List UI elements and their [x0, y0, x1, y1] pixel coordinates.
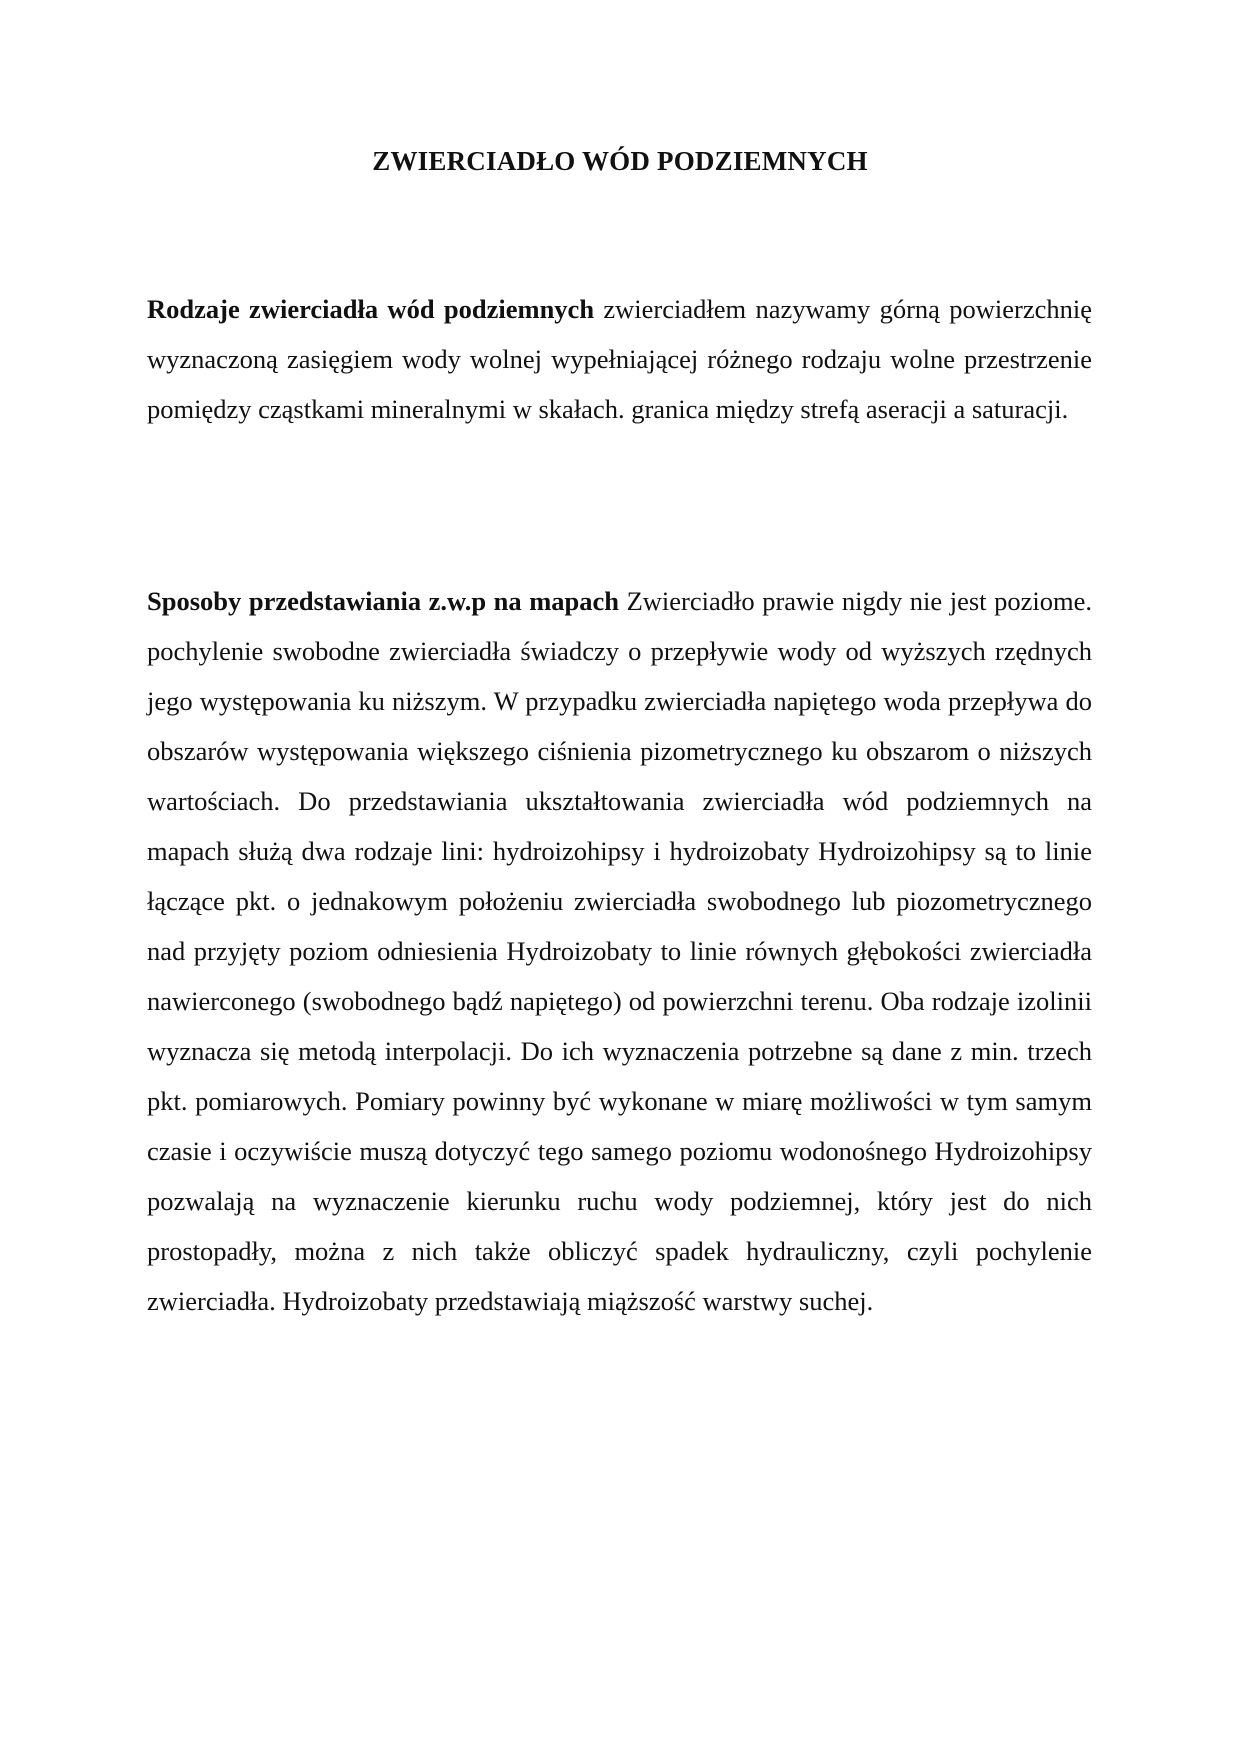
- section-map-representation: [147, 576, 1092, 1326]
- section-heading: Rodzaje zwierciadła wód podziemnych: [147, 294, 595, 324]
- page-title: ZWIERCIADŁO WÓD PODZIEMNYCH: [372, 146, 868, 176]
- section-body: Zwierciadło prawie nigdy nie jest poziome. pochylenie swobodne zwierciadła świadczy o przepływie wody od wyższych rzędnych jego występowania ku niższym. W przypadku zwierciadła napiętego woda przepływa do obszarów występowania większego ciśnienia pizometrycznego ku obszarom o niższych wartościach. Do przedstawiania ukształtowania zwierciadła wód podziemnych na mapach służą dwa rodzaje lini: hydroizohipsy i hydroizobaty Hydroizohipsy są to linie łączące pkt. o jednakowym położeniu zwierciadła swobodnego lub piozometrycznego nad przyjęty poziom odniesienia Hydroizobaty to linie równych głębokości zwierciadła nawierconego (swobodnego bądź napiętego) od powierzchni terenu. Oba rodzaje izolinii wyznacza się metodą interpolacji. Do ich wyznaczenia potrzebne są dane z min. trzech pkt. pomiarowych. Pomiary powinny być wykonane w miarę możliwości w tym samym czasie i oczywiście muszą dotyczyć tego samego poziomu wodonośnego Hydroizohipsy pozwalają na wyznaczenie kierunku ruchu wody podziemnej, który jest do nich prostopadły, można z nich także obliczyć spadek hydrauliczny, czyli pochylenie zwierciadła. Hydroizobaty przedstawiają miąższość warstwy suchej.: [147, 586, 1092, 1316]
- section-body: zwierciadłem nazywamy górną powierzchnię wyznaczoną zasięgiem wody wolnej wypełniającej różnego rodzaju wolne przestrzenie pomiędzy cząstkami mineralnymi w skałach. granica między strefą aseracji a saturacji.: [147, 294, 1092, 424]
- section-types-of-water-table: [147, 284, 1092, 434]
- section-heading: Sposoby przedstawiania z.w.p na mapach: [147, 586, 620, 616]
